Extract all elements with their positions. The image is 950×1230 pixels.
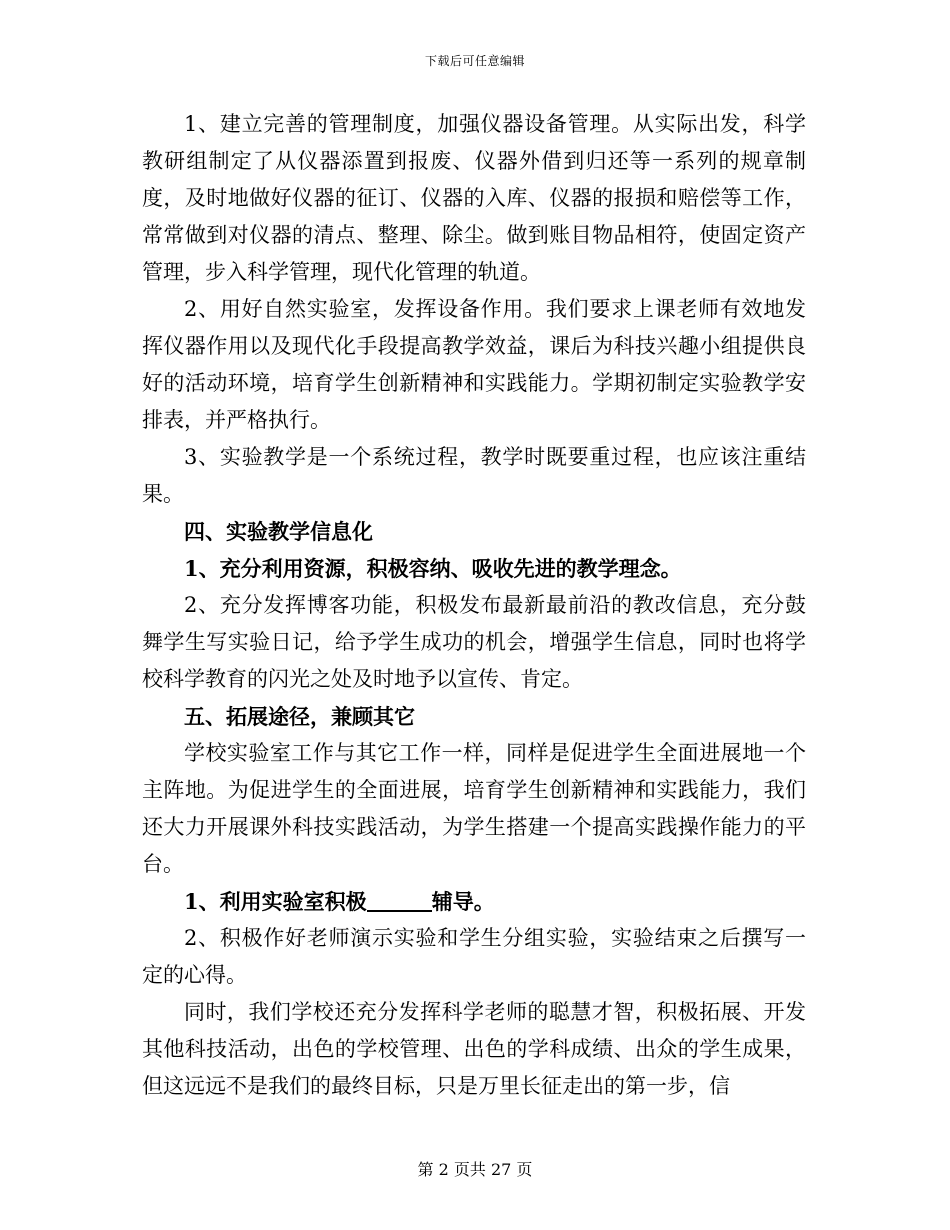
subheading-lab-tutoring-start: 1、利用实验室积极 <box>184 889 367 914</box>
subheading-lab-tutoring <box>142 883 806 920</box>
download-note: 下载后可任意编辑 <box>424 54 525 68</box>
document-body <box>142 106 806 1105</box>
paragraph-equipment-management: 1、建立完善的管理制度，加强仪器设备管理。从实际出发，科学教研组制定了从仪器添置到报废、仪器外借到归还等一系列的规章制度，及时地做好仪器的征订、仪器的入库、仪器的报损和赔偿等工作，常常做到对仪器的清点、整理、除尘。做到账目物品相符，使固定资产管理，步入科学管理，现代化管理的轨道。 <box>142 112 806 284</box>
fill-in-blank <box>367 889 432 912</box>
paragraph-blog: 2、充分发挥博客功能，积极发布最新最前沿的教改信息，充分鼓舞学生写实验日记，给予学生成功的机会，增强学生信息，同时也将学校科学教育的闪光之处及时地予以宣传、肯定。 <box>142 593 806 691</box>
paragraph-use-lab: 2、用好自然实验室，发挥设备作用。我们要求上课老师有效地发挥仪器作用以及现代化手段提高教学效益，课后为科技兴趣小组提供良好的活动环境，培育学生创新精神和实践能力。学期初制定实验教学安排表，并严格执行。 <box>142 297 806 432</box>
page-footer: 第 2 页共 27 页 <box>417 1160 533 1179</box>
section-heading-4: 四、实验教学信息化 <box>184 519 373 544</box>
paragraph-experiment-process: 3、实验教学是一个系统过程，教学时既要重过程，也应该注重结果。 <box>142 445 806 506</box>
paragraph-demo-experiments: 2、积极作好老师演示实验和学生分组实验，实验结束之后撰写一定的心得。 <box>142 926 806 987</box>
subheading-lab-tutoring-end: 辅导。 <box>431 889 495 914</box>
paragraph-lab-work: 学校实验室工作与其它工作一样，同样是促进学生全面进展地一个主阵地。为促进学生的全面进展，培育学生创新精神和实践能力，我们还大力开展课外科技实践活动，为学生搭建一个提高实践操作能力的平台。 <box>142 741 806 876</box>
section-heading-5: 五、拓展途径，兼顾其它 <box>184 704 415 729</box>
paragraph-conclusion: 同时，我们学校还充分发挥科学老师的聪慧才智，积极拓展、开发其他科技活动，出色的学校管理、出色的学科成绩、出众的学生成果，但这远远不是我们的最终目标，只是万里长征走出的第一步，信 <box>142 1000 806 1098</box>
subheading-use-resources: 1、充分利用资源，积极容纳、吸收先进的教学理念。 <box>184 556 682 581</box>
